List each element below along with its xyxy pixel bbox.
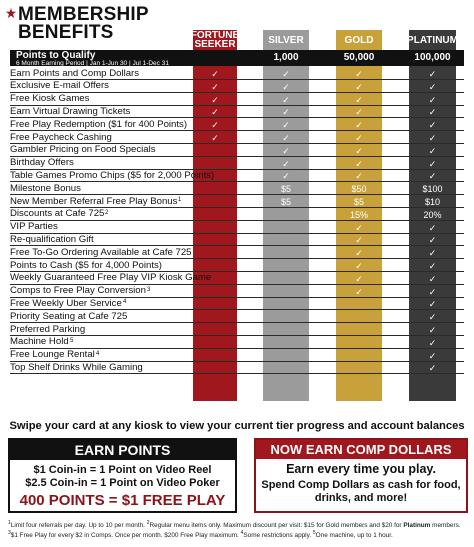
benefit-row (10, 324, 464, 336)
tier-header-silver (263, 30, 309, 50)
check-icon: ✓ (211, 81, 219, 92)
check-icon: ✓ (428, 171, 437, 182)
benefit-row (10, 196, 464, 208)
benefit-label: Free Weekly Uber Service (10, 297, 122, 309)
footnote-text: Some restrictions apply. (243, 532, 312, 540)
tier-header-gold (336, 30, 382, 50)
benefit-value: $5 (280, 184, 291, 195)
benefit-row (10, 145, 464, 157)
benefit-value (336, 324, 382, 336)
tier-header-fortune-seeker (190, 30, 240, 50)
check-icon: ✓ (211, 120, 219, 131)
benefit-row (10, 260, 464, 272)
benefit-value (193, 273, 237, 285)
benefit-value (263, 324, 309, 336)
benefit-row (10, 68, 464, 80)
benefit-label: Preferred Parking (10, 323, 86, 335)
footnote-text: $1 Free Play for every $2 in Comps. Once per month. $200 Free Play maximum. (10, 532, 239, 540)
tier-name: PLATINUM (407, 34, 458, 46)
benefit-row (10, 298, 464, 310)
benefit-value (336, 337, 382, 349)
benefit-row (10, 273, 464, 285)
benefit-value (193, 362, 237, 374)
benefit-row (10, 81, 464, 93)
benefit-label: Top Shelf Drinks While Gaming (10, 361, 143, 373)
footnote-marker: 2 (105, 209, 109, 216)
check-icon: ✓ (428, 133, 437, 143)
benefit-value (263, 362, 309, 374)
check-icon: ✓ (282, 69, 290, 79)
benefit-label: Earn Virtual Drawing Tickets (10, 105, 131, 117)
tier-name-line-1: FORTUNE (190, 30, 240, 41)
title-line-2: BENEFITS (18, 22, 114, 43)
check-icon: ✓ (355, 158, 363, 169)
tier-name: SILVER (268, 34, 304, 46)
benefit-value: 15% (349, 209, 368, 220)
footnote-marker: 4 (240, 530, 244, 536)
earn-rate-video-reel: $1 Coin-in = 1 Point on Video Reel (33, 464, 212, 476)
check-icon: ✓ (282, 107, 290, 118)
benefit-value (263, 273, 309, 285)
check-icon: ✓ (428, 286, 437, 297)
swipe-instruction: Swipe your card at any kiosk to view your current tier progress and account balances (9, 420, 465, 432)
benefit-value (193, 260, 237, 272)
footnote-marker: 5 (312, 530, 316, 536)
benefit-value (193, 350, 237, 362)
benefit-row (10, 222, 464, 234)
benefit-row (10, 234, 464, 246)
benefit-label: VIP Parties (10, 221, 58, 233)
benefit-row (10, 311, 464, 323)
benefit-label: Birthday Offers (10, 157, 74, 169)
benefit-label: Re-qualification Gift (10, 233, 94, 245)
benefit-value (263, 209, 309, 221)
check-icon: ✓ (355, 120, 363, 131)
benefit-value (263, 260, 309, 272)
check-icon: ✓ (428, 261, 437, 271)
benefit-row (10, 183, 464, 195)
comp-spend-line: Spend Comp Dollars as cash for food, (261, 479, 461, 491)
benefit-value: 20% (423, 209, 442, 220)
check-icon: ✓ (282, 94, 290, 105)
benefit-value: $10 (424, 197, 441, 207)
footnote-marker: 5 (70, 337, 74, 344)
footnote-marker: 3 (147, 286, 151, 293)
benefit-row (10, 337, 464, 349)
benefit-value (193, 145, 237, 157)
footnote-text: members. (432, 522, 461, 530)
title-line-1: MEMBERSHIP (18, 4, 149, 25)
check-icon: ✓ (211, 133, 219, 143)
benefit-value (263, 286, 309, 298)
check-icon: ✓ (428, 81, 437, 92)
benefit-value: $50 (351, 184, 367, 195)
benefit-row (10, 170, 464, 182)
check-icon: ✓ (428, 248, 437, 259)
tier-name-line-2: SEEKER (194, 39, 236, 50)
qualify-value-gold: 50,000 (343, 52, 375, 63)
check-icon: ✓ (355, 94, 363, 105)
check-icon: ✓ (428, 350, 437, 361)
benefit-value (336, 362, 382, 374)
benefit-value (336, 298, 382, 310)
check-icon: ✓ (428, 273, 437, 284)
check-icon: ✓ (428, 299, 437, 310)
qualify-value-platinum: 100,000 (414, 52, 451, 63)
check-icon: ✓ (282, 171, 290, 182)
check-icon: ✓ (428, 145, 437, 156)
benefit-value (193, 222, 237, 234)
check-icon: ✓ (211, 69, 219, 79)
benefit-label: New Member Referral Free Play Bonus (10, 195, 178, 207)
check-icon: ✓ (355, 248, 363, 259)
benefit-label: Weekly Guaranteed Free Play VIP Kiosk Game (10, 272, 212, 284)
check-icon: ✓ (428, 222, 437, 233)
footnote-marker: 2 (146, 520, 150, 526)
benefit-row (10, 209, 464, 221)
footnote-text: Limit four referrals per day. Up to 10 per month. (10, 522, 145, 530)
check-icon: ✓ (355, 133, 363, 143)
benefit-label: Gambler Pricing on Food Specials (10, 144, 156, 156)
benefit-value (193, 209, 237, 221)
benefit-label: Comps to Free Play Conversion (10, 285, 146, 297)
check-icon: ✓ (355, 69, 363, 79)
benefit-value (193, 286, 237, 298)
benefit-label: Free Paycheck Cashing (10, 131, 112, 143)
check-icon: ✓ (282, 120, 290, 131)
check-icon: ✓ (211, 94, 219, 105)
benefit-value (193, 234, 237, 246)
points-to-qualify-row (10, 50, 464, 66)
benefit-value (193, 298, 237, 310)
comp-dollars-box (254, 438, 468, 513)
check-icon: ✓ (428, 107, 437, 118)
footnote-line-2 (8, 529, 468, 540)
benefit-row (10, 286, 464, 298)
footnote-text: Regular menu items only. Maximum discount per visit: $15 for Gold members and $20 for (149, 522, 402, 530)
benefit-value (193, 311, 237, 323)
benefit-label: Free Lounge Rental (10, 349, 95, 361)
check-icon: ✓ (282, 158, 290, 169)
comp-earn-line: Earn every time you play. (286, 462, 436, 476)
check-icon: ✓ (282, 133, 290, 143)
benefit-value (193, 158, 237, 170)
check-icon: ✓ (355, 171, 363, 182)
check-icon: ✓ (428, 120, 437, 131)
footnote-bold-text: Platinum (403, 522, 431, 530)
tier-header-platinum (409, 30, 456, 50)
benefit-value (263, 247, 309, 259)
check-icon: ✓ (428, 235, 437, 246)
benefit-value (263, 222, 309, 234)
benefit-row (10, 350, 464, 362)
benefit-label: Points to Cash ($5 for 4,000 Points) (10, 259, 162, 271)
benefit-label: Discounts at Cafe 725 (10, 208, 105, 220)
benefit-label: Free To-Go Ordering Available at Cafe 725 (10, 246, 192, 258)
benefit-value (193, 337, 237, 349)
check-icon: ✓ (355, 222, 363, 233)
check-icon: ✓ (355, 286, 363, 297)
benefit-label: Free Play Redemption ($1 for 400 Points) (10, 118, 188, 130)
benefit-label: Exclusive E-mail Offers (10, 80, 109, 92)
benefit-row (10, 132, 464, 144)
check-icon: ✓ (355, 273, 363, 284)
check-icon: ✓ (428, 312, 437, 323)
check-icon: ✓ (428, 158, 437, 169)
earn-points-heading: EARN POINTS (10, 440, 235, 460)
benefit-value (193, 324, 237, 336)
benefit-row (10, 158, 464, 170)
comp-spend-line-2: drinks, and more! (314, 492, 408, 504)
check-icon: ✓ (355, 145, 363, 156)
footnote-marker: 3 (8, 530, 11, 536)
footnote-text: One machine, up to 1 hour. (315, 532, 393, 540)
comp-dollars-heading: NOW EARN COMP DOLLARS (256, 440, 466, 459)
earn-rate-video-poker: $2.5 Coin-in = 1 Point on Video Poker (25, 477, 220, 489)
benefit-value (193, 247, 237, 259)
benefit-value: $100 (422, 184, 443, 195)
benefit-value (336, 311, 382, 323)
benefit-label: Free Kiosk Games (10, 93, 90, 105)
benefit-label: Priority Seating at Cafe 725 (10, 310, 128, 322)
qualify-label: Points to Qualify (16, 50, 96, 61)
footnote-marker: 1 (8, 520, 11, 526)
free-play-conversion: 400 POINTS = $1 FREE PLAY (19, 492, 226, 509)
benefit-value (263, 234, 309, 246)
check-icon: ✓ (355, 107, 363, 118)
benefit-row (10, 247, 464, 259)
benefit-value (193, 183, 237, 195)
benefit-value (263, 350, 309, 362)
benefit-row (10, 94, 464, 106)
earn-points-box (8, 438, 237, 513)
check-icon: ✓ (282, 145, 290, 156)
check-icon: ✓ (428, 363, 437, 374)
benefit-row (10, 119, 464, 131)
check-icon: ✓ (211, 107, 219, 118)
check-icon: ✓ (428, 69, 437, 79)
footnote-marker: 4 (123, 299, 127, 306)
check-icon: ✓ (428, 94, 437, 105)
benefit-value (336, 350, 382, 362)
benefit-value (263, 337, 309, 349)
check-icon: ✓ (428, 325, 437, 335)
benefit-value: $5 (353, 197, 364, 207)
benefit-value (193, 196, 237, 208)
benefit-label: Machine Hold (10, 336, 69, 348)
benefit-value (263, 311, 309, 323)
benefit-value (193, 170, 237, 182)
check-icon: ✓ (355, 81, 363, 92)
tier-name: GOLD (344, 34, 374, 46)
benefit-row (10, 362, 464, 374)
footnote-marker: 4 (96, 350, 100, 357)
benefit-label: Earn Points and Comp Dollars (10, 67, 140, 79)
star-icon (6, 8, 16, 18)
qualify-period: 6 Month Earning Period | Jan 1-Jun 30 | Jul 1-Dec 31 (16, 60, 169, 67)
benefit-row (10, 106, 464, 118)
check-icon: ✓ (428, 337, 437, 348)
benefit-value (263, 298, 309, 310)
qualify-value-silver: 1,000 (273, 52, 299, 63)
check-icon: ✓ (355, 235, 363, 246)
check-icon: ✓ (282, 81, 290, 92)
benefit-value: $5 (280, 197, 291, 207)
page-title (18, 6, 188, 42)
benefit-label: Milestone Bonus (10, 182, 81, 194)
benefit-label: Table Games Promo Chips ($5 for 2,000 Points) (10, 169, 215, 181)
footnote-marker: 1 (178, 197, 182, 203)
check-icon: ✓ (355, 261, 363, 271)
